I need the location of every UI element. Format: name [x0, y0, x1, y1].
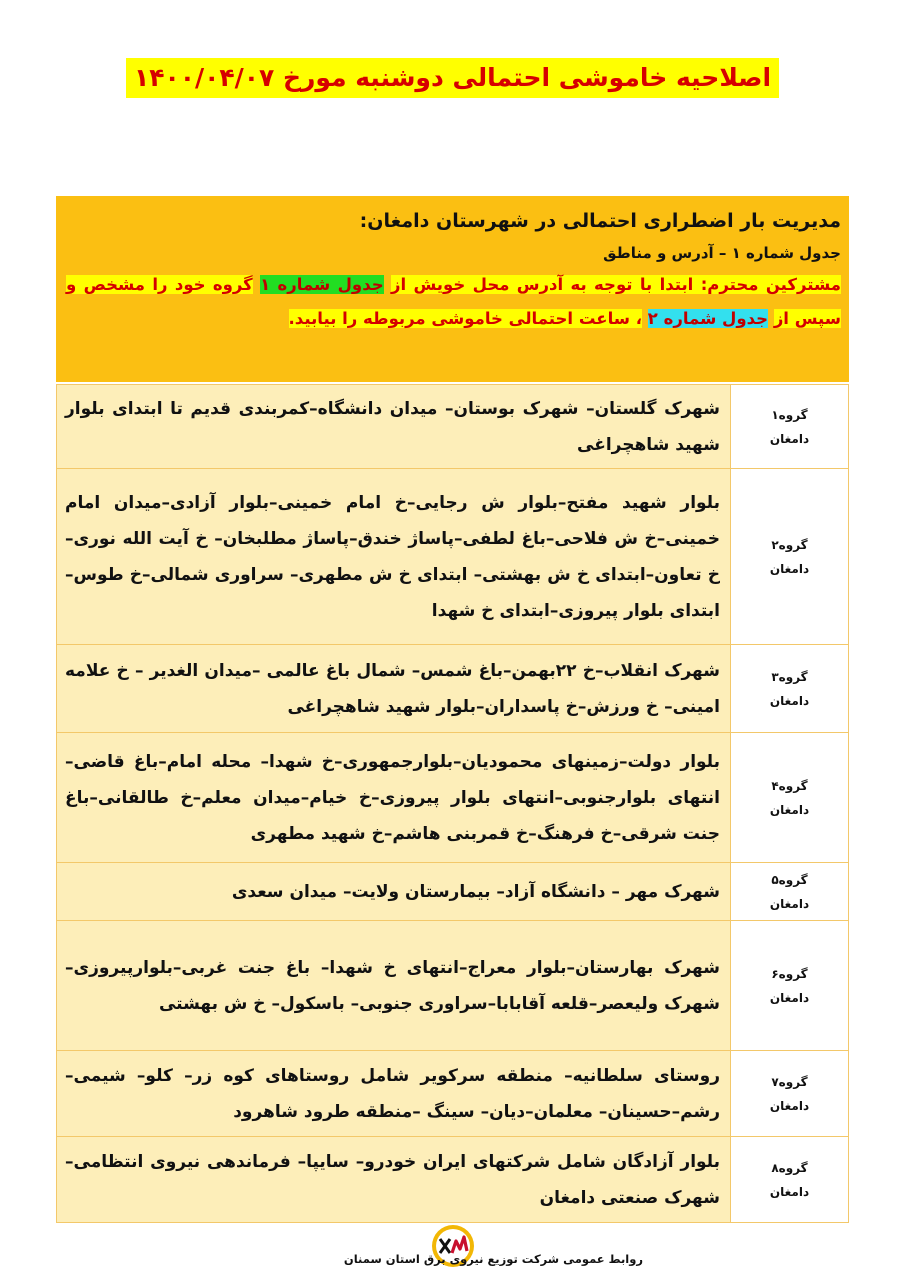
group-city: دامغان — [769, 431, 810, 446]
title-wrapper — [0, 58, 905, 98]
group-name: گروه۳ — [771, 669, 808, 684]
table-row — [57, 1051, 849, 1137]
table-row — [57, 733, 849, 863]
header-heading: مدیریت بار اضطراری احتمالی در شهرستان دامغان: — [359, 210, 841, 232]
table-row — [57, 469, 849, 645]
group-label-cell — [731, 733, 849, 863]
group-address: بلوار شهید مفتح–بلوار ش رجایی–خ امام خمینی–بلوار آزادی–میدان امام خمینی–خ ش فلاحی–باغ لطفی–پاساژ خندق–پاساژ مطلبخان– خ آیت الله نوری–خ تعاون–ابتدای خ ش بهشتی– ابتدای خ ش مطهری– سراوری شمالی–خ طوس–ابتدای بلوار پیروزی–ابتدای خ شهدا — [57, 469, 731, 645]
group-city: دامغان — [769, 1184, 810, 1199]
group-address: شهرک انقلاب–خ ۲۲بهمن–باغ شمس– شمال باغ عالمی –میدان الغدیر – خ علامه امینی– خ ورزش–خ پاسداران–بلوار شهید شاهچراغی — [57, 645, 731, 733]
page-title: اصلاحیه خاموشی احتمالی دوشنبه مورخ ۱۴۰۰/۰۴/۰۷ — [126, 58, 779, 98]
group-city: دامغان — [769, 693, 810, 708]
footer-credit: روابط عمومی شرکت توزیع نیروی برق استان سمنان — [343, 1252, 643, 1266]
header-subheading: جدول شماره ۱ – آدرس و مناطق — [603, 244, 841, 262]
group-city: دامغان — [769, 990, 810, 1005]
group-label-cell — [731, 863, 849, 921]
group-address: بلوار آزادگان شامل شرکتهای ایران خودرو– سایپا– فرماندهی نیروی انتظامی– شهرک صنعتی دامغان — [57, 1137, 731, 1223]
group-label-cell — [731, 1137, 849, 1223]
group-city: دامغان — [769, 1098, 810, 1113]
table-row — [57, 645, 849, 733]
group-address: شهرک بهارستان–بلوار معراج–انتهای خ شهدا– باغ جنت غربی–بلوارپیروزی–شهرک ولیعصر–قلعه آقابابا–سراوری جنوبی– باسکول– خ ش بهشتی — [57, 921, 731, 1051]
group-name: گروه۶ — [771, 966, 808, 981]
table-row — [57, 385, 849, 469]
group-name: گروه۱ — [771, 407, 808, 422]
table-row — [57, 863, 849, 921]
customer-notice — [66, 268, 841, 336]
notice-table2-ref: جدول شماره ۲ — [647, 309, 769, 328]
groups-table — [56, 384, 849, 1223]
group-city: دامغان — [769, 561, 810, 576]
table-row — [57, 1137, 849, 1223]
group-label-cell — [731, 385, 849, 469]
group-city: دامغان — [769, 896, 810, 911]
notice-table1-ref: جدول شماره ۱ — [260, 275, 384, 294]
group-address: بلوار دولت–زمینهای محمودیان–بلوارجمهوری–خ شهدا– محله امام–باغ قاضی–انتهای بلوارجنوبی–انتهای بلوار پیروزی–خ خیام–میدان معلم–خ طالقانی–باغ جنت شرقی–خ فرهنگ–خ قمربنی هاشم–خ شهید مطهری — [57, 733, 731, 863]
group-address: شهرک گلستان– شهرک بوستان– میدان دانشگاه–کمربندی قدیم تا ابتدای بلوار شهید شاهچراغی — [57, 385, 731, 469]
group-label-cell — [731, 1051, 849, 1137]
header-box — [56, 196, 849, 382]
footer — [0, 1218, 905, 1278]
group-name: گروه۲ — [771, 537, 808, 552]
notice-part-1: مشترکین محترم: ابتدا با توجه به آدرس محل خویش از — [390, 275, 842, 294]
group-name: گروه۸ — [771, 1160, 808, 1175]
notice-part-2: گروه خود را مشخص و سپس از — [66, 275, 841, 328]
group-name: گروه۷ — [771, 1074, 808, 1089]
group-name: گروه۴ — [771, 778, 808, 793]
group-city: دامغان — [769, 802, 810, 817]
group-name: گروه۵ — [771, 872, 808, 887]
group-label-cell — [731, 469, 849, 645]
table-row — [57, 921, 849, 1051]
group-address: شهرک مهر – دانشگاه آزاد– بیمارستان ولایت– میدان سعدی — [57, 863, 731, 921]
notice-part-3: ، ساعت احتمالی خاموشی مربوطه را بیابید. — [288, 309, 643, 328]
group-label-cell — [731, 645, 849, 733]
group-address: روستای سلطانیه– منطقه سرکویر شامل روستاهای کوه زر– کلو– شیمی–رشم–حسینان– معلمان–دیان– سینگ –منطقه طرود شاهرود — [57, 1051, 731, 1137]
group-label-cell — [731, 921, 849, 1051]
